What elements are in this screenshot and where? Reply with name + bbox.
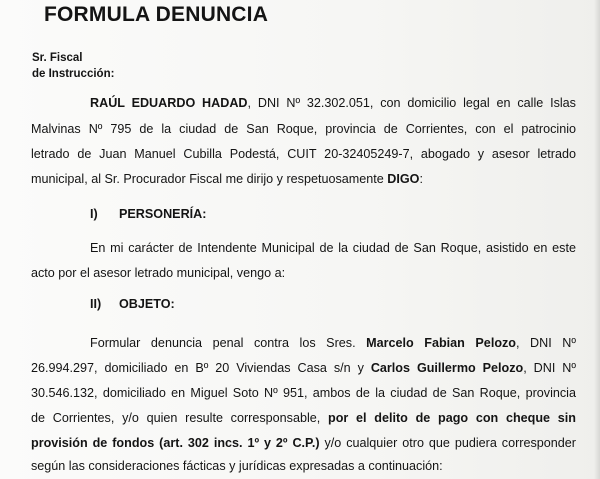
intro-line-2: Malvinas Nº 795 de la ciudad de San Roque, provincia de Corrientes, con el patrocinio bbox=[31, 122, 576, 136]
objeto-line-6: según las consideraciones fácticas y jurídicas expresadas a continuación: bbox=[31, 459, 443, 473]
objeto-line-3: 30.546.132, domiciliado en Miguel Soto Nº 951, ambos de la ciudad de San Roque, provincia bbox=[31, 386, 576, 400]
personeria-line-2: acto por el asesor letrado municipal, vengo a: bbox=[31, 266, 286, 280]
accused-2-name: Carlos Guillermo Pelozo bbox=[370, 361, 524, 375]
addressee-line-1: Sr. Fiscal bbox=[32, 52, 83, 64]
section-personeria-heading: I) PERSONERÍA: bbox=[90, 207, 207, 221]
petitioner-name: RAÚL EDUARDO HADAD bbox=[90, 96, 248, 110]
objeto-line-4: de Corrientes, y/o quien resulte corresponsable, por el delito de pago con cheque sin bbox=[31, 411, 576, 425]
addressee-line-2: de Instrucción: bbox=[32, 68, 115, 80]
offense-description: provisión de fondos (art. 302 incs. 1º y 2º C.P.) bbox=[31, 436, 320, 450]
personeria-line-1: En mi carácter de Intendente Municipal de la ciudad de San Roque, asistido en este bbox=[90, 241, 576, 255]
accused-1-name: Marcelo Fabian Pelozo bbox=[366, 336, 516, 350]
section-objeto-heading: II) OBJETO: bbox=[90, 297, 175, 311]
objeto-line-5: provisión de fondos (art. 302 incs. 1º y 2º C.P.) y/o cualquier otro que pudiera corresponder bbox=[31, 436, 576, 450]
section-number: I) bbox=[90, 207, 98, 221]
intro-line-1: RAÚL EDUARDO HADAD, DNI Nº 32.302.051, con domicilio legal en calle Islas bbox=[90, 96, 576, 110]
objeto-line-2: 26.994.297, domiciliado en Bº 20 Viviendas Casa s/n y Carlos Guillermo Pelozo, DNI Nº bbox=[31, 361, 576, 375]
section-number: II) bbox=[90, 297, 102, 311]
intro-line-4: municipal, al Sr. Procurador Fiscal me dirijo y respetuosamente DIGO: bbox=[31, 172, 423, 186]
document-title: FORMULA DENUNCIA bbox=[44, 3, 269, 26]
intro-line-3: letrado de Juan Manuel Cubilla Podestá, CUIT 20-32405249-7, abogado y asesor letrado bbox=[31, 147, 576, 161]
page-edge-shadow bbox=[594, 0, 600, 479]
objeto-line-1: Formular denuncia penal contra los Sres. Marcelo Fabian Pelozo, DNI Nº bbox=[90, 336, 576, 350]
